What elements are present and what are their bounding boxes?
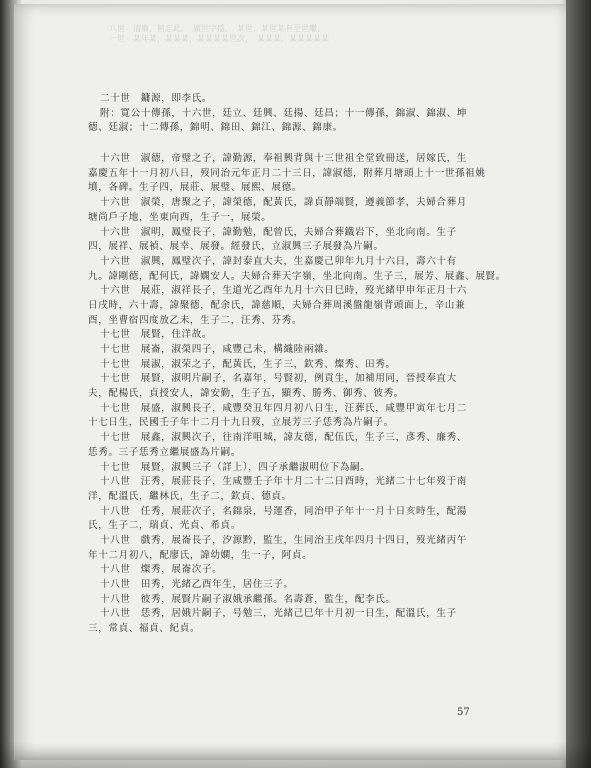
text-line: 十七世 展賢，住洋故。 bbox=[100, 329, 213, 341]
text-line: 三，常貞、福貞、紀貞。 bbox=[88, 623, 201, 635]
text-line: 十六世 淑興，鳳璧次子，諱封泰直大夫，生嘉慶己卯年九月十六日，壽六十有 bbox=[100, 255, 457, 267]
text-line: 十六世 展莊，淑祥長子，生道光乙酉年九月十六日巳時，歿光緒甲申年正月十六 bbox=[100, 285, 467, 297]
binding-shadow bbox=[566, 0, 591, 768]
text-line: 二十世 鏞源，即李氏。 bbox=[100, 93, 213, 104]
text-line: 塘尚戶子地，坐東向西，生子一，展榮。 bbox=[88, 211, 272, 223]
text-line: 日戌時，六十壽，諱聚德，配余氏，諱慈順，夫婦合葬周溪盤龍嶺背頭面上，辛山兼 bbox=[88, 299, 466, 311]
bottom-shadow bbox=[0, 742, 591, 768]
text-line: 十八世 燦秀，展崙次子。 bbox=[100, 564, 223, 576]
bleed-line: 八世 清廉，稍忘此， 廣世字盛， 某世，某世某有至世繼， bbox=[109, 24, 325, 33]
text-line: 十七世 展崙，淑榮四子，咸豐己未，構織陸兩雜。 bbox=[100, 344, 335, 355]
text-line: 九。諱剛德，配何氏，諱嫻安人。夫婦合葬天字嶺，坐北向南。生子三，展芳、展鑫、展賢。 bbox=[88, 270, 506, 282]
text-line: 德、廷淑；十二傳孫，錦明、錦田、錦江、錦源、錦康。 bbox=[88, 122, 343, 134]
text-line: 十八世 汪秀，展莊長子，生咸豐壬子年十月二十二日酉時，光緒二十七年歿于南 bbox=[100, 476, 467, 488]
text-line: 墳，各碑。生子四，展莊、展璧、展熙、展德。 bbox=[88, 182, 303, 194]
text-line: 年十二月初八，配廖氏，諱幼嫻，生一子，阿貞。 bbox=[88, 549, 313, 561]
text-line: 十八世 彼秀，展賢片嗣子淑娥承繼孫。名壽蒼，監生，配李氏。 bbox=[100, 593, 396, 605]
text-line: 嘉慶五年十一月初八日，歿同治元年正月二十三日，諱淑德，附葬月塘頭上十一世孫祖姚 bbox=[88, 167, 486, 179]
text-line: 十八世 戲秀，展崙長子，汐源黔，監生，生同治王戌年四月十四日，歿光緒丙午 bbox=[100, 534, 467, 546]
text-line: 氏，生子二，瑞貞、光貞、希貞。 bbox=[88, 520, 241, 532]
text-line: 十七世 展賢，淑明片嗣子，名嘉年，号賢初，例貢生，加補用同，晉授奉直大 bbox=[100, 373, 457, 385]
show-through-text bbox=[109, 24, 559, 64]
genealogy-text bbox=[88, 92, 518, 637]
text-line: 十八世 任秀，展莊次子，名錦泉，号運香，同治甲子年十一月十日亥時生，配湯 bbox=[100, 505, 467, 517]
page-number: 57 bbox=[457, 707, 470, 718]
paragraph-gap bbox=[88, 136, 518, 152]
text-line: 酉，坐曹宿四度放乙未，生子二，汪秀、芬秀。 bbox=[88, 314, 303, 326]
text-line: 恁秀。三子恁秀立繼展盛為片嗣。 bbox=[88, 446, 241, 458]
text-line: 十七世 展淑，淑荣之子，配黃氏，生子三，欽秀、燦秀、田秀。 bbox=[100, 358, 396, 370]
text-line: 十六世 淑德，帝璧之子，諱勤源，奉祖興背與十三世祖全堂致冊送，居嫁氏，生 bbox=[100, 153, 467, 165]
text-line: 十七世 展賢，淑興三子（詳上），四子承繼淑明位下為嗣。 bbox=[100, 461, 371, 473]
text-line: 十八世 恁秀，居娥片嗣子，号勉三，光緒己巳年十月初一日生，配溫氏，生子 bbox=[100, 608, 457, 620]
text-line: 十七世 展盛，淑興長子，咸豐癸丑年四月初八日生，汪葬氏，咸豐甲寅年七月二 bbox=[100, 402, 467, 414]
text-line: 十八世 田秀，光緒乙酉年生，居住三子。 bbox=[100, 579, 294, 590]
bleed-line: 一世 某年某，某某某，某某某某世次， 某某某，某某某某某 bbox=[109, 34, 329, 43]
text-line: 洋，配溫氏，繼林氏，生子二，欽貞、德貞。 bbox=[88, 490, 292, 502]
text-line: 附：寬公十傳孫，十六世，廷立、廷興、廷揚、廷昌；十一傳孫，錦淑、錦淑、坤 bbox=[100, 107, 467, 119]
text-line: 四，展祥、展禎、展幸、展發。經發氏，立淑興三子展發為片嗣。 bbox=[88, 241, 384, 253]
text-line: 十六世 淑榮，唐聚之子，諱榮德，配黃氏，諱貞靜端賢，遵義節孝，夫婦合葬月 bbox=[100, 197, 467, 209]
text-line: 夫，配楊氏，貞授安人，諱安勤，生子五，顯秀、勝秀、御秀、彼秀。 bbox=[88, 388, 405, 400]
text-line: 十六世 淑明，鳳璧長子，諱勤勉，配曾氏，夫婦合葬鐵岩下，坐北向南。生子 bbox=[100, 226, 457, 238]
text-line: 十七世 展鑫，淑興次子，往南洋咀城，諱友德，配伍氏，生子三，彥秀、廉秀、 bbox=[100, 432, 467, 444]
text-line: 十七日生，民國壬子年十二月十九日歿，立展芳三子恁秀為片嗣子。 bbox=[88, 417, 394, 429]
